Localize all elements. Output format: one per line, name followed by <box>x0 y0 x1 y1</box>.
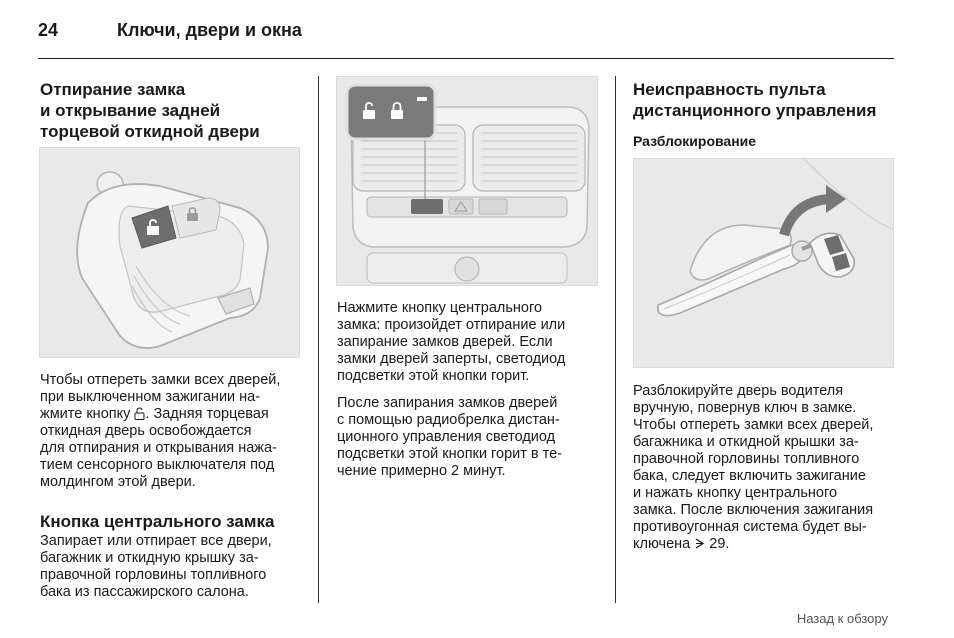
dashboard-vent-figure <box>336 76 598 286</box>
header-rule <box>38 58 894 59</box>
key-fob-illustration <box>40 148 299 357</box>
section-title: Ключи, двери и окна <box>117 20 302 40</box>
door-handle-illustration <box>634 159 893 367</box>
column-divider-1 <box>318 76 319 603</box>
col3-subheading: Разблокирование <box>633 133 757 149</box>
col2-para1: Нажмите кнопку центрального замка: произойдет отпирание или запирание замков дверей. Если замки дверей заперты, светодиод подсветки этой кнопки горит. <box>337 300 566 384</box>
column-divider-2 <box>615 76 616 603</box>
door-handle-figure <box>633 158 894 368</box>
page-number: 24 <box>38 20 59 40</box>
reference-arrow-icon[interactable] <box>694 537 705 550</box>
unlock-icon <box>134 407 145 420</box>
back-to-overview-link[interactable]: Назад к обзору <box>796 611 888 626</box>
col3-heading: Неисправность пульта дистанционного управления <box>633 80 877 120</box>
col3-body: Разблокируйте дверь водителя вручную, повернув ключ в замке. Чтобы отпереть замки всех дверей, багажника и откидной крышки за- правочной горловины топливного бака, следует включить зажигание и нажать кнопку центрального замка. После включения зажигания противоугонная система будет вы- ключена 29. <box>633 383 874 552</box>
col1-subheading: Кнопка центрального замка <box>40 512 275 531</box>
col1-heading: Отпирание замка и открывание задней торцевой откидной двери <box>40 80 260 141</box>
key-fob-figure <box>39 147 300 358</box>
col2-para2: После запирания замков дверей с помощью радиобрелка дистан- ционного управления светодиод подсветки этой кнопки горит в те- чение примерно 2 минут. <box>337 395 563 479</box>
central-lock-button-illustration <box>337 77 597 285</box>
col1-body: Чтобы отпереть замки всех дверей, при выключенном зажигании на- жмите кнопку . Задняя торцевая откидная дверь освобождается для отпирания и открывания нажа- тием сенсорного выключателя под молдингом этой двери. <box>40 372 281 490</box>
col1-sub-body: Запирает или отпирает все двери, багажник и откидную крышку за- правочной горловины топливного бака из пассажирского салона. <box>40 533 272 600</box>
